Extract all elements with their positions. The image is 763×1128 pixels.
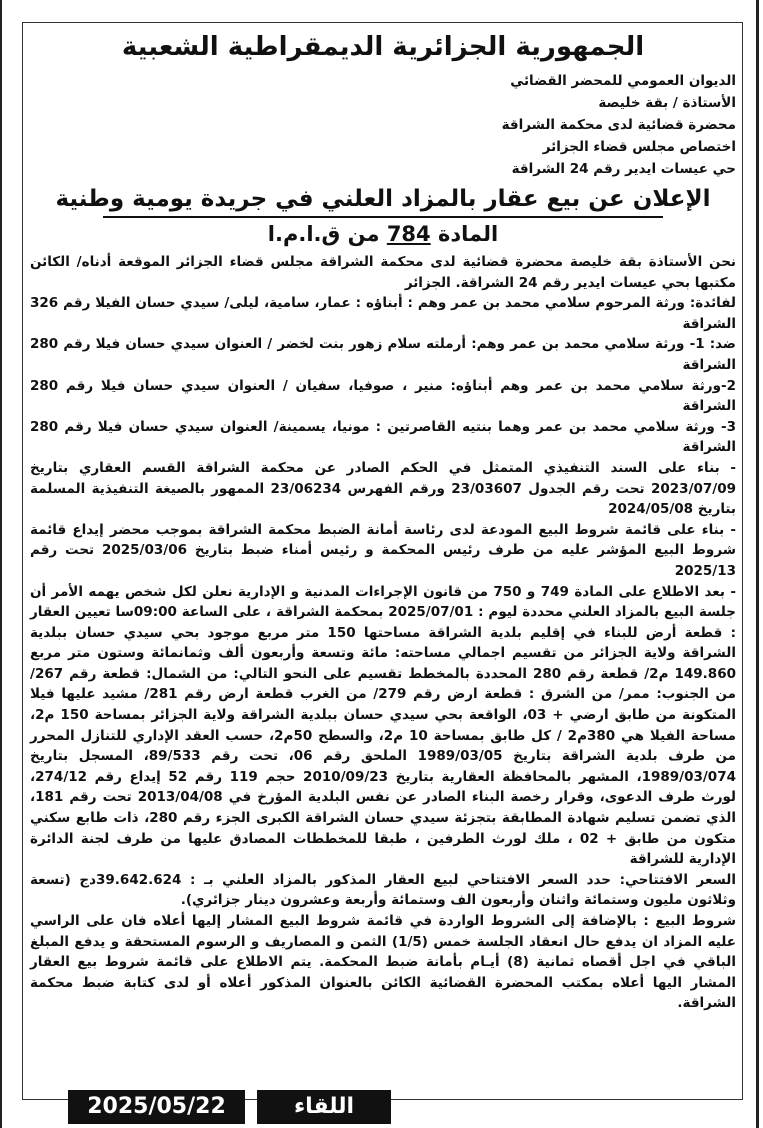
- republic-title: الجمهورية الجزائرية الديمقراطية الشعبية: [121, 32, 645, 62]
- notice-body: [30, 252, 736, 1014]
- publication-date: 2025/05/22: [68, 1090, 245, 1124]
- headline-divider: [103, 216, 663, 218]
- article-prefix: المادة: [437, 222, 499, 246]
- bailiff-header: [30, 70, 736, 180]
- beneficiary-paragraph: لفائدة: ورثة المرحوم سلامي محمد بن عمر وهم : أبناؤه : عمار، سامية، ليلى/ سيدي حسان الفيلا رقم 326 الشراقة: [30, 295, 736, 332]
- judgment-paragraph: - بناء على السند التنفيذي المتمثل في الحكم الصادر عن محكمة الشراقة القسم العقاري بتاريخ 2023/07/09 تحت رقم الجدول 23/03607 ورقم الفهرس 23/06234 الممهور بالصيغة التنفيذية المسلمة بتاريخ 2024/05/08: [30, 459, 737, 518]
- publication-footer: [68, 1090, 391, 1124]
- article-number: 784: [386, 222, 431, 246]
- intro-paragraph: نحن الأستاذة بقة خليصة محضرة قضائية لدى محكمة الشراقة مجلس قضاء الجزائر الموقعة أدناه/ الكائن مكتبها بحي عيسات ايدير رقم 24 الشراقة. الجزائر: [30, 254, 736, 291]
- defendant-paragraph: 3- ورثة سلامي محمد بن عمر وهما بنتيه القاصرتين : مونيا، يسمينة/ العنوان سيدي حسان فيلا رقم 280 الشراقة: [30, 418, 736, 456]
- left-column-rule: [0, 0, 2, 1128]
- opening-price-paragraph: السعر الافتتاحي: حدد السعر الافتتاحي لبيع العقار المذكور بالمزاد العلني بـ : 39.642.624دج (تسعة وثلاثون مليون وستمائة واثنان وأربعون الف وستمائة وأربعة وعشرون دينار جزائري).: [30, 871, 736, 909]
- notice-headline: الإعلان عن بيع عقار بالمزاد العلني في جريدة يومية وطنية: [55, 186, 711, 212]
- header-line: اختصاص مجلس قضاء الجزائر: [542, 139, 736, 155]
- article-reference: [30, 220, 736, 248]
- header-line: حي عيسات ايدير رقم 24 الشراقة: [511, 161, 736, 177]
- sale-conditions-deposit-paragraph: - بناء على قائمة شروط البيع المودعة لدى رئاسة أمانة الضبط محكمة الشراقة بموجب محضر إيداع قائمة شروط البيع المؤشر عليه من طرف رئيس المحكمة و رئيس أمناء ضبط بتاريخ 2025/03/06 تحت رقم 2025/13: [30, 521, 736, 579]
- header-line: محضرة قضائية لدى محكمة الشراقة: [501, 117, 736, 133]
- article-suffix: من ق.ا.م.ا: [267, 222, 380, 246]
- property-description-paragraph: - بعد الاطلاع على المادة 749 و 750 من قانون الإجراءات المدنية و الإدارية نعلن لكل شخص يهمه الأمر أن جلسة البيع بالمزاد العلني محددة ليوم : 2025/07/01 بمحكمة الشراقة ، على الساعة 09:00سا تعيين العقار : قطعة أرض للبناء في إقليم بلدية الشراقة مساحتها 150 متر مربع موجود بحي سيدي حسان ببلدية الشراقة ولاية الجزائر من تقسيم اجمالي مساحته: مائة وتسعة وأربعون ألف وثمانمائة وستون متر مربع 149.860 م2/ قطعة رقم 280 المحددة بالمخطط تقسيم على النحو التالي: من الشمال: قطعة رقم 267/ من الجنوب: ممر/ من الشرق : قطعة ارض رقم 279/ من الغرب قطعة ارض رقم 281/ مشيد عليها فيلا المتكونة من طابق ارضي + 03، الواقعة بحي سيدي حسان ببلدية الشراقة ولاية الجزائر بمساحة 150 م2، مساحة الفيلا هي 380م2 / كل طابق بمساحة 10 م2، والسطح 50م2، حسب العقد الإداري للتنازل المحرر من طرف بلدية الشراقة بتاريخ 1989/03/05 الملحق رقم 06، تحت رقم 89/533، المسجل بتاريخ 1989/03/074، المشهر بالمحافظة العقارية بتاريخ 2010/09/23 حجم 119 رقم 52 إيداع رقم 274/12، لورث طرف الدعوى، وقرار رخصة البناء الصادر عن نفس البلدية المؤرخ في 2013/04/08 تحت رقم 181، الذي تضمن تسليم شهادة المطابقة بتجزئة سيدي حسان الشراقة الكبرى الجزء رقم 280، ذات طابع سكني متكون من طابق + 02 ، ملك لورث الطرفين ، طبقا للمخططات المصادق عليها من طرف لجنة الدائرة الإدارية للشراقة: [30, 583, 737, 868]
- right-column-rule: [756, 0, 759, 1128]
- defendant-paragraph: 2-ورثة سلامي محمد بن عمر وهم أبناؤه: منير ، صوفيا، سفيان / العنوان سيدي حسان فيلا رقم 280 الشراقة: [30, 377, 736, 415]
- notice-content: [30, 30, 736, 1014]
- newspaper-name: اللقاء: [257, 1090, 391, 1124]
- sale-terms-paragraph: شروط البيع : بالإضافة إلى الشروط الواردة في قائمة شروط البيع المشار إليها أعلاه فان على الراسي عليه المزاد ان يدفع حال انعقاد الجلسة خمس (1/5) الثمن و المصاريف و الرسوم المستحقة و يدفع المبلغ الباقي في اجل أقصاه ثمانية (8) أيـام بأمانة ضبط المحكمة. يتم الاطلاع على قائمة شروط بيع العقار المشار اليها أعلاه بمكتب المحضرة القضائية الكائن بالعنوان المذكور أعلاه أو لدى كتابة ضبط محكمة الشراقة.: [30, 913, 736, 1012]
- header-line: الأستاذة / بقة خليصة: [598, 95, 736, 111]
- defendant-paragraph: ضد: 1- ورثة سلامي محمد بن عمر وهم: أرملته سلام زهور بنت لخضر / العنوان سيدي حسان فيلا رقم 280 الشراقة: [30, 336, 736, 373]
- header-line: الديوان العمومي للمحضر القضائي: [510, 73, 736, 89]
